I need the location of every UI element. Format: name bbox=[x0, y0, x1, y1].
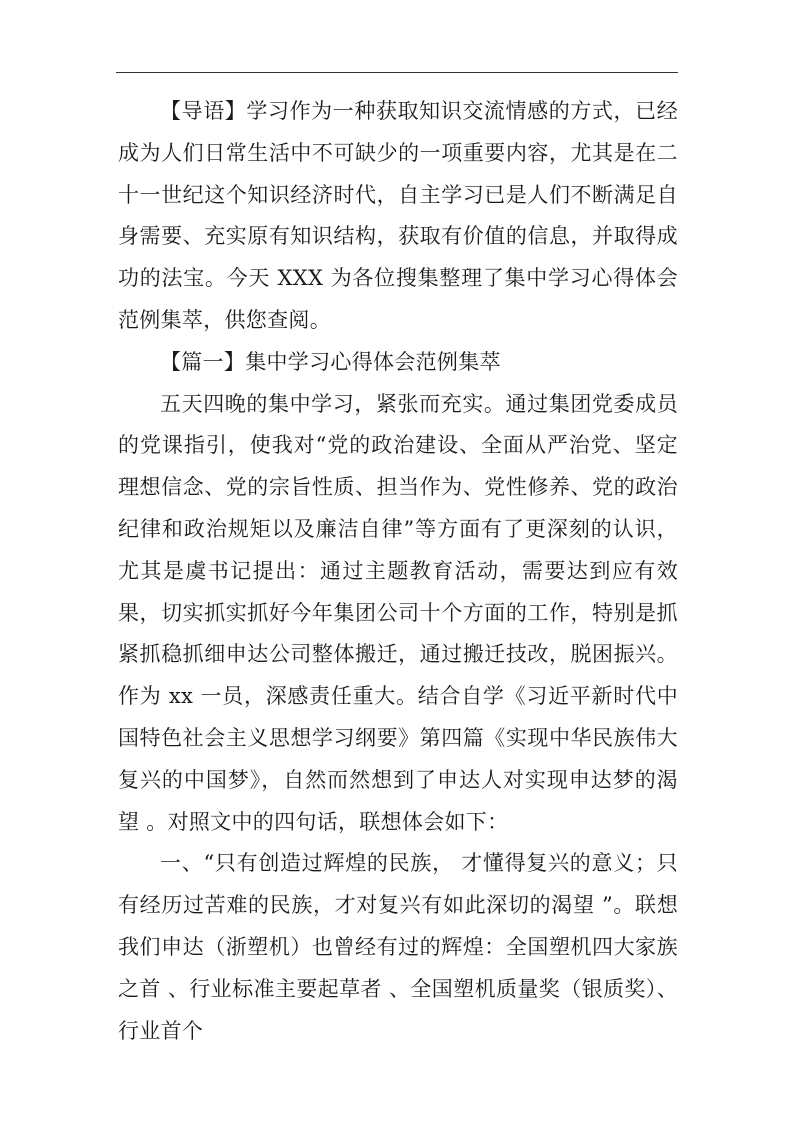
document-body bbox=[118, 91, 678, 1052]
header-divider bbox=[116, 72, 678, 73]
section-heading: 【篇一】集中学习心得体会范例集萃 bbox=[160, 349, 501, 374]
body-paragraph: 五天四晚的集中学习，紧张而充实。通过集团党委成员的党课指引，使我对“党的政治建设、全面从严治党、坚定理想信念、党的宗旨性质、担当作为、党性修养、党的政治纪律和政治规矩以及廉洁自律”等方面有了更深刻的认识，尤其是虞书记提出：通过主题教育活动，需要达到应有效果，切实抓实抓好今年集团公司十个方面的工作，特别是抓紧抓稳抓细申达公司整体搬迁，通过搬迁技改，脱困振兴。作为 xx 一员，深感责任重大。结合自学《习近平新时代中国特色社会主义思想学习纲要》第四篇《实现中华民族伟大复兴的中国梦》，自然而然想到了申达人对实现申达梦的渴望 。对照文中的四句话，联想体会如下： bbox=[118, 391, 678, 834]
intro-paragraph: 【导语】学习作为一种获取知识交流情感的方式，已经成为人们日常生活中不可缺少的一项重要内容，尤其是在二十一世纪这个知识经济时代，自主学习已是人们不断满足自身需要、充实原有知识结构，获取有价值的信息，并取得成功的法宝。今天 XXX 为各位搜集整理了集中学习心得体会范例集萃，供您查阅。 bbox=[118, 99, 678, 332]
body-paragraph: 一、“只有创造过辉煌的民族， 才懂得复兴的意义；只有经历过苦难的民族，才对复兴有如此深切的渴望 ”。联想我们申达（浙塑机）也曾经有过的辉煌：全国塑机四大家族之首 、行业标准主要起草者 、全国塑机质量奖（银质奖）、行业首个 bbox=[118, 851, 678, 1043]
